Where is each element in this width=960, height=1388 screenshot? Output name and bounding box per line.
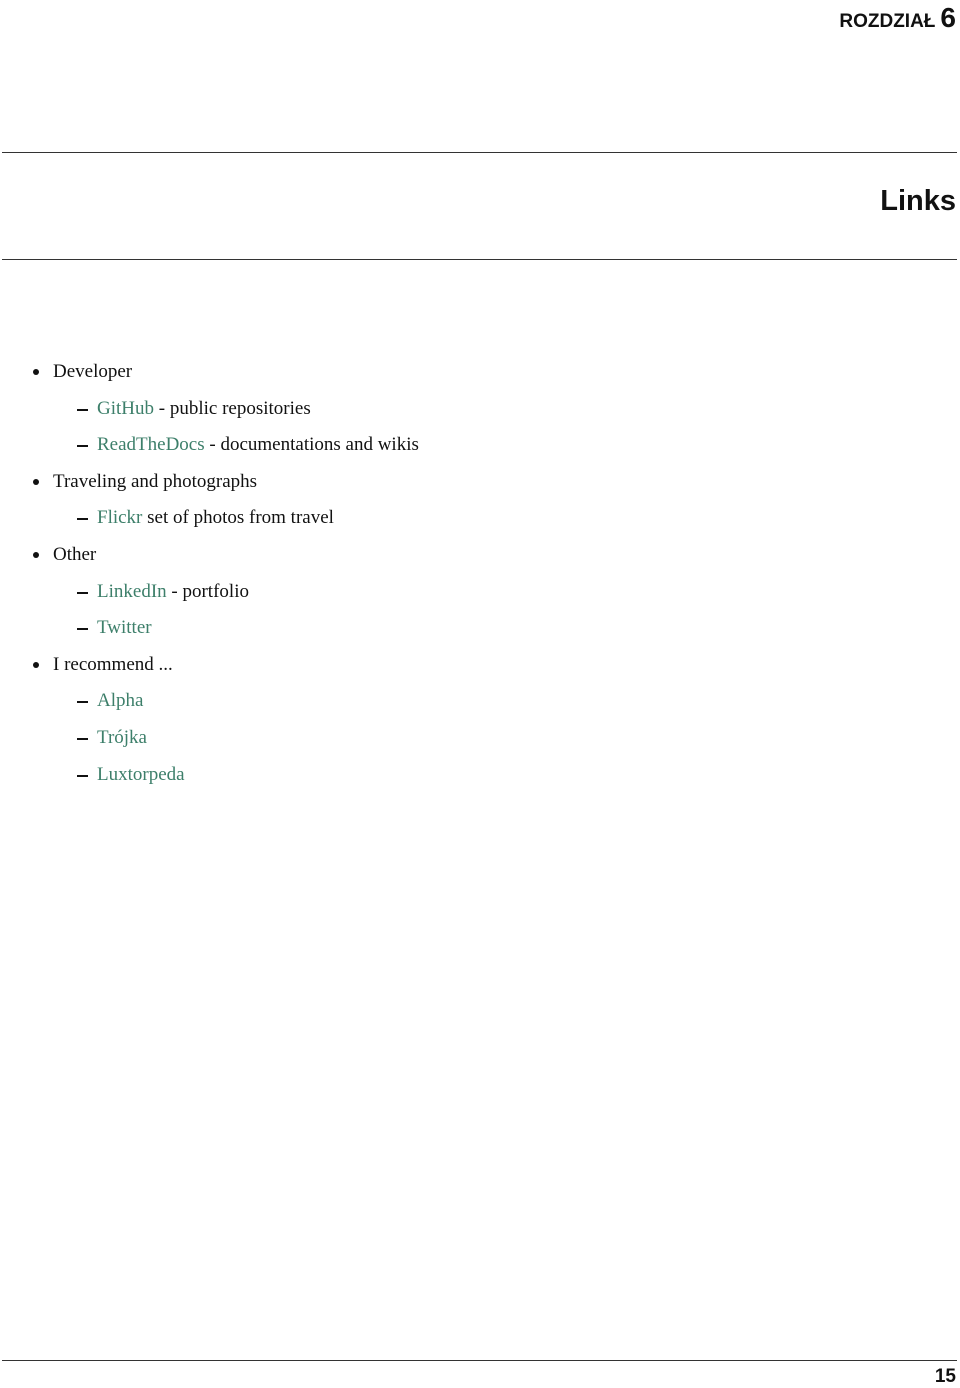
- section-label: Developer: [53, 361, 133, 382]
- dash-icon: [77, 445, 88, 447]
- bullet-icon: [33, 479, 39, 485]
- linkedin-link[interactable]: LinkedIn: [97, 580, 167, 602]
- item-description: - portfolio: [166, 580, 249, 602]
- chapter-title: Links: [880, 185, 956, 217]
- item-description: set of photos from travel: [142, 507, 334, 529]
- dash-icon: [77, 592, 88, 594]
- list-item: [0, 720, 940, 757]
- dash-icon: [77, 701, 88, 703]
- readthedocs-link[interactable]: ReadTheDocs: [97, 434, 205, 456]
- dash-icon: [77, 409, 88, 411]
- section-label: Traveling and photographs: [53, 470, 258, 492]
- twitter-link[interactable]: Twitter: [97, 617, 152, 639]
- dash-icon: [77, 738, 88, 740]
- list-item: [0, 683, 940, 720]
- chapter-label: [839, 2, 956, 34]
- list-item: [0, 391, 940, 428]
- top-rule: [2, 152, 957, 153]
- bullet-icon: [33, 552, 39, 558]
- github-link[interactable]: GitHub: [97, 397, 154, 419]
- dash-icon: [77, 775, 88, 777]
- section-label: Other: [53, 543, 97, 565]
- section-traveling: [0, 464, 940, 501]
- list-item: [0, 757, 940, 794]
- section-developer: [0, 354, 940, 391]
- bullet-icon: [33, 369, 39, 375]
- item-description: - public repositories: [154, 397, 311, 419]
- section-other: [0, 537, 940, 574]
- section-label: I recommend ...: [53, 653, 173, 675]
- list-item: [0, 500, 940, 537]
- alpha-link[interactable]: Alpha: [97, 690, 144, 712]
- title-rule: [2, 259, 957, 260]
- list-item: [0, 427, 940, 464]
- chapter-number: 6: [940, 2, 956, 33]
- bullet-icon: [33, 662, 39, 668]
- footer-rule: [2, 1360, 957, 1361]
- list-item: [0, 610, 940, 647]
- dash-icon: [77, 628, 88, 630]
- page-number: 15: [934, 1366, 956, 1387]
- trojka-link[interactable]: Trójka: [97, 726, 147, 748]
- dash-icon: [77, 518, 88, 520]
- flickr-link[interactable]: Flickr: [97, 507, 143, 529]
- section-recommend: [0, 647, 940, 684]
- luxtorpeda-link[interactable]: Luxtorpeda: [97, 763, 185, 785]
- links-list: [0, 354, 940, 793]
- chapter-word: ROZDZIAŁ: [839, 11, 936, 32]
- list-item: [0, 574, 940, 611]
- item-description: - documentations and wikis: [204, 434, 419, 456]
